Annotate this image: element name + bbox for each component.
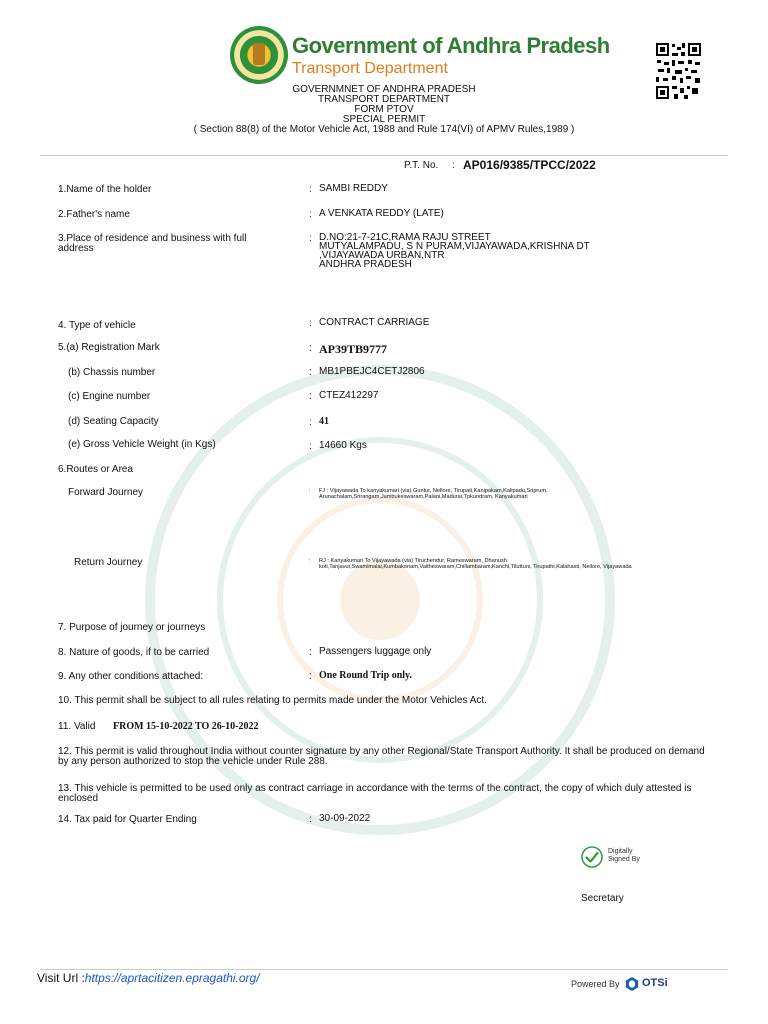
visit-url-link[interactable]: https://aprtacitizen.epragathi.org/ (84, 971, 260, 985)
address-colon: : (309, 233, 312, 244)
rule-13-line-1: 13. This vehicle is permitted to be used only as contract carriage in accordance with the terms of the contract, the copy of which duly attested is (58, 783, 692, 794)
header-line-5: ( Section 88(8) of the Motor Vehicle Act, 1988 and Rule 174(VI) of APMV Rules,1989 ) (193, 124, 575, 135)
digitally-signed-text (608, 848, 640, 864)
bottom-divider (40, 969, 728, 970)
registration-mark-value: AP39TB9777 (319, 342, 388, 356)
holder-value: SAMBI REDDY (319, 183, 388, 194)
watermark-seal (140, 360, 620, 840)
vehicle-type-label: 4. Type of vehicle (58, 320, 136, 331)
address-label-line-1: 3.Place of residence and business with full (58, 233, 247, 244)
return-journey-label: Return Journey (74, 557, 143, 568)
address-line-2: MUTYALAMPADU, S N PURAM,VIJAYAWADA,KRISHNA DT (319, 241, 590, 252)
tax-paid-colon: : (309, 814, 312, 825)
pt-number-colon: : (452, 160, 455, 171)
otsi-brand: OTSi (642, 977, 668, 989)
purpose-label: 7. Purpose of journey or journeys (58, 622, 206, 633)
goods-colon: : (309, 647, 312, 658)
header-line-1: GOVERNMNET OF ANDHRA PRADESH (292, 84, 476, 95)
seating-colon: : (309, 417, 312, 428)
visit-url (37, 971, 260, 985)
address-line-3: ,VIJAYAWADA URBAN,NTR (319, 250, 445, 261)
other-conditions-colon: : (309, 671, 312, 682)
state-emblem-logo (230, 26, 288, 84)
rule-13-line-2: enclosed (58, 793, 99, 804)
engine-value: CTEZ412297 (319, 390, 379, 401)
return-journey-line-1: RJ : Kanyakumari To Vijayawada (via) Tiruchendur, Rameswaram, Dhanush (319, 558, 507, 564)
vehicle-type-colon: : (309, 318, 312, 329)
goods-value: Passengers luggage only (319, 646, 432, 657)
digitally-line: Digitally (608, 848, 633, 855)
validity-period-value: FROM 15-10-2022 TO 26-10-2022 (113, 721, 259, 732)
forward-journey-line-1: FJ : Vijayawada To kanyakumari (via) Guntur, Nellore, Tirupati,Kanipakam,Kalipadu,Sriprum, (319, 488, 548, 494)
chassis-label: (b) Chassis number (68, 367, 156, 378)
valid-label: 11. Valid (58, 721, 96, 732)
holder-colon: : (309, 184, 312, 195)
qr-code (655, 41, 702, 101)
signed-by-line: Signed By (608, 856, 640, 863)
address-label-line-2: address (58, 243, 94, 254)
father-colon: : (309, 209, 312, 220)
registration-label: 5.(a) Registration Mark (58, 342, 160, 353)
otsi-logo-icon (625, 977, 639, 991)
routes-label: 6.Routes or Area (58, 464, 134, 475)
address-line-1: D.NO:21-7-21C,RAMA RAJU STREET (319, 232, 491, 243)
seating-label: (d) Seating Capacity (68, 416, 159, 427)
visit-url-label: Visit Url : (37, 971, 85, 985)
registration-colon: : (309, 343, 312, 354)
top-divider (40, 155, 728, 156)
government-title: Government of Andhra Pradesh (292, 33, 610, 58)
holder-label: 1.Name of the holder (58, 184, 152, 195)
chassis-colon: : (309, 367, 312, 378)
department-title: Transport Department (292, 60, 448, 77)
rule-10-text: 10. This permit shall be subject to all rules relating to permits made under the Motor Vehicles Act. (58, 695, 487, 706)
chassis-value: MB1PBEJC4CETJ2806 (319, 366, 425, 377)
header-line-3: FORM PTOV (354, 104, 414, 115)
tax-paid-label: 14. Tax paid for Quarter Ending (58, 814, 197, 825)
rule-12-line-2: by any person authorized to stop the vehicle under Rule 288. (58, 756, 328, 767)
pt-number-label: P.T. No. (404, 160, 439, 171)
other-conditions-label: 9. Any other conditions attached: (58, 671, 204, 682)
pt-number-value: AP016/9385/TPCC/2022 (463, 158, 596, 172)
father-value: A VENKATA REDDY (LATE) (319, 208, 444, 219)
goods-label: 8. Nature of goods, if to be carried (58, 647, 210, 658)
engine-label: (c) Engine number (68, 391, 151, 402)
rule-12-line-1: 12. This permit is valid throughout India without counter signature by any other Regional/State Transport Authority. It shall be produced on demand (58, 746, 705, 757)
powered-by-label: Powered By (571, 979, 620, 989)
forward-journey-line-2: Arunachalam,Srirangam,Jambukeswaram,Palani,Madurai,Tpkundram, Kanyakumari (319, 494, 528, 500)
father-label: 2.Father's name (58, 209, 130, 220)
return-journey-line-2: koti,Tanjavur,Swamimalai,Kumbakonam,Vaitheswaram,Chillambaram,Kanchi,Tiluttuni, Tirupathi,Kalahasti, Nellore, Vijayawada (319, 564, 632, 570)
return-journey-colon: : (309, 558, 311, 564)
gvw-colon: : (309, 441, 312, 452)
vehicle-type-value: CONTRACT CARRIAGE (319, 317, 430, 328)
gvw-value: 14660 Kgs (319, 440, 367, 451)
seating-value: 41 (319, 416, 329, 427)
forward-journey-colon: : (309, 488, 311, 494)
other-conditions-value: One Round Trip only. (319, 670, 412, 681)
checkmark-icon (581, 846, 603, 868)
tax-paid-value: 30-09-2022 (319, 813, 371, 824)
gvw-label: (e) Gross Vehicle Weight (in Kgs) (68, 439, 216, 450)
forward-journey-label: Forward Journey (68, 487, 144, 498)
address-line-4: ANDHRA PRADESH (319, 259, 412, 270)
header-line-4: SPECIAL PERMIT (342, 114, 426, 125)
secretary-label: Secretary (581, 893, 624, 904)
header-line-2: TRANSPORT DEPARTMENT (317, 94, 451, 105)
engine-colon: : (309, 391, 312, 402)
